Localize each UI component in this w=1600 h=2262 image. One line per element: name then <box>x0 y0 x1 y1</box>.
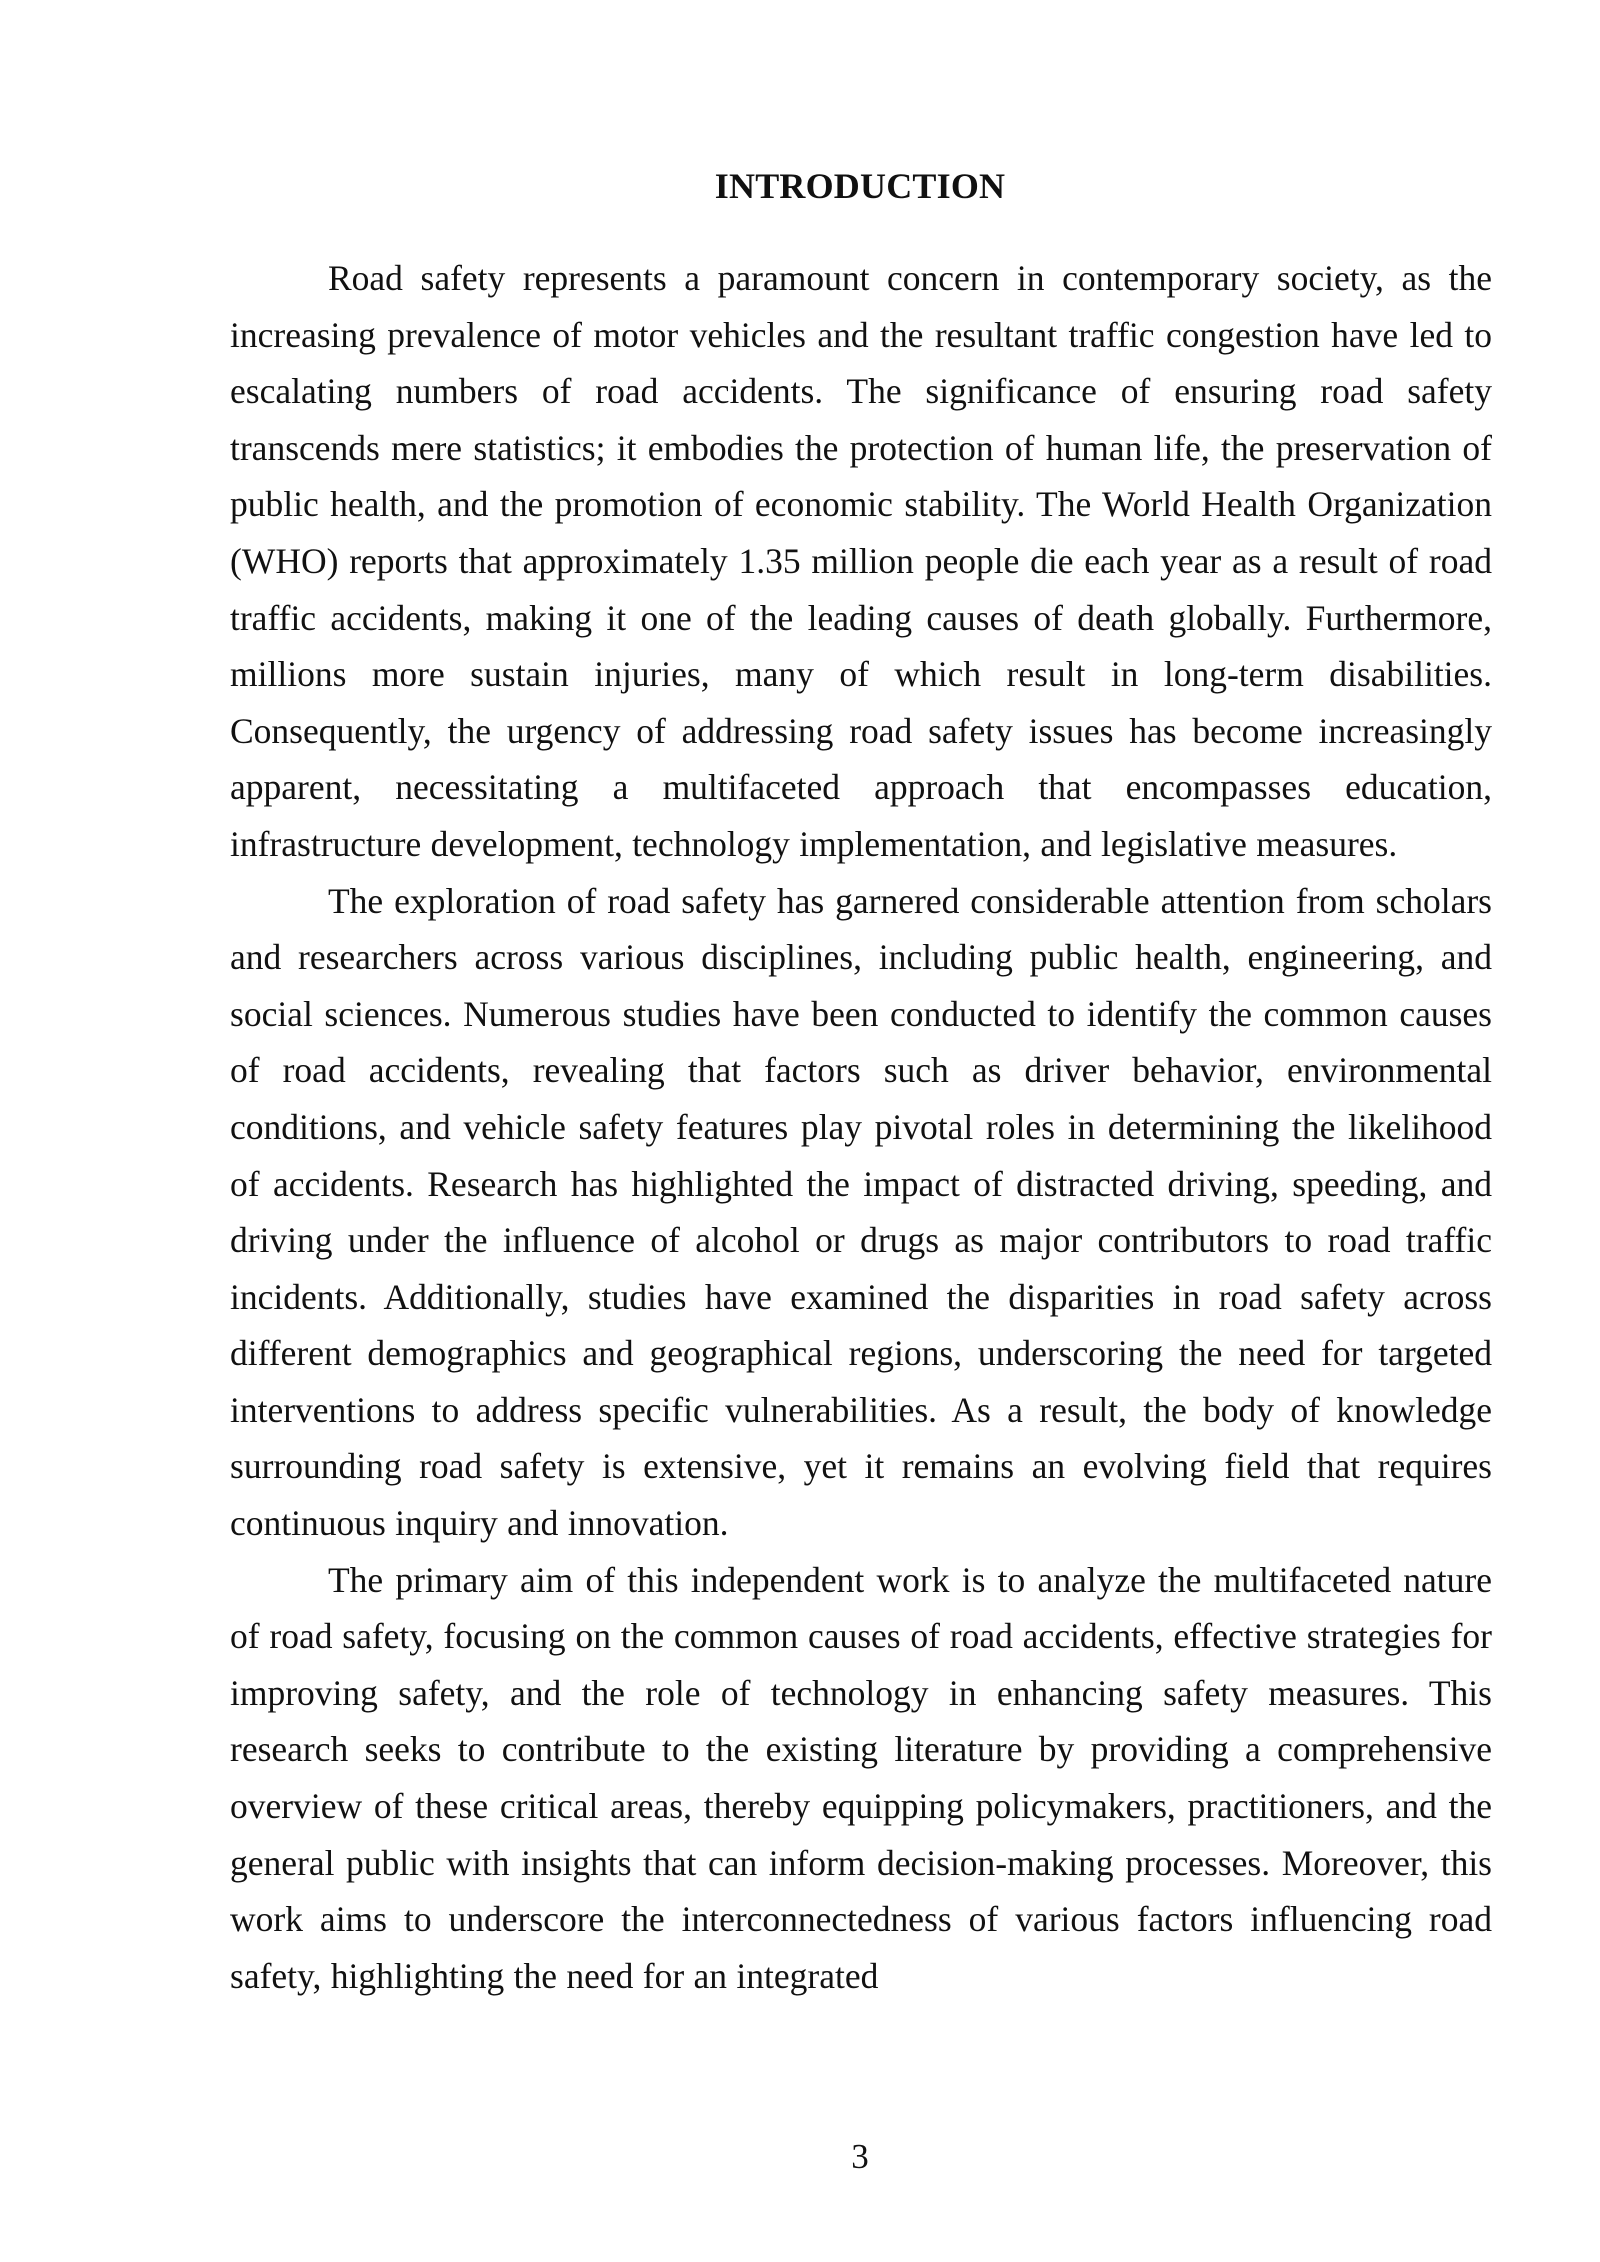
page-title: INTRODUCTION <box>714 166 1006 206</box>
paragraph-3: The primary aim of this independent work is to analyze the multifaceted nature of road safety, focusing on the common causes of road accidents, effective strategies for improving safety, and the role of technology in enhancing safety measures. This research seeks to contribute to the existing literature by providing a comprehensive overview of these critical areas, thereby equipping policymakers, practitioners, and the general public with insights that can inform decision-making processes. Moreover, this work aims to underscore the interconnectedness of various factors influencing road safety, highlighting the need for an integrated <box>230 1559 1492 1996</box>
body-text <box>230 250 1492 2004</box>
page-number: 3 <box>851 2137 869 2176</box>
paragraph-1: Road safety represents a paramount concern in contemporary society, as the increasing prevalence of motor vehicles and the resultant traffic congestion have led to escalating numbers of road accidents. The significance of ensuring road safety transcends mere statistics; it embodies the protection of human life, the preservation of public health, and the promotion of economic stability. The World Health Organization (WHO) reports that approximately 1.35 million people die each year as a result of road traffic accidents, making it one of the leading causes of death globally. Furthermore, millions more sustain injuries, many of which result in long-term disabilities. Consequently, the urgency of addressing road safety issues has become increasingly apparent, necessitating a multifaceted approach that encompasses education, infrastructure development, technology implementation, and legislative measures. <box>230 258 1492 864</box>
paragraph-2: The exploration of road safety has garnered considerable attention from scholars and researchers across various disciplines, including public health, engineering, and social sciences. Numerous studies have been conducted to identify the common causes of road accidents, revealing that factors such as driver behavior, environmental conditions, and vehicle safety features play pivotal roles in determining the likelihood of accidents. Research has highlighted the impact of distracted driving, speeding, and driving under the influence of alcohol or drugs as major contributors to road traffic incidents. Additionally, studies have examined the disparities in road safety across different demographics and geographical regions, underscoring the need for targeted interventions to address specific vulnerabilities. As a result, the body of knowledge surrounding road safety is extensive, yet it remains an evolving field that requires continuous inquiry and innovation. <box>230 880 1492 1544</box>
